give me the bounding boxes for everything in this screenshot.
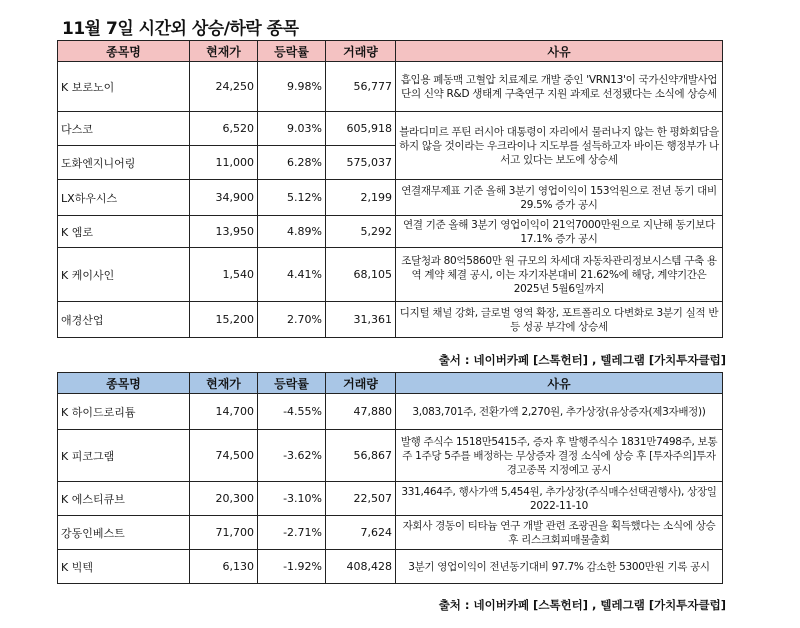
- stock-volume: 56,777: [326, 62, 396, 112]
- stock-volume: 575,037: [326, 146, 396, 180]
- stock-reason: 3,083,701주, 전환가액 2,270원, 추가상장(유상증자(제3자배정)): [396, 394, 723, 430]
- stock-volume: 2,199: [326, 180, 396, 216]
- stock-reason: 연결재무제표 기준 올해 3분기 영업이익이 153억원으로 전년 동기 대비 29.5% 증가 공시: [396, 180, 723, 216]
- stock-change: 4.41%: [258, 248, 326, 302]
- stock-change: 4.89%: [258, 216, 326, 248]
- table-header-row: [58, 41, 723, 62]
- header-change: 등락률: [258, 373, 326, 394]
- stock-price: 20,300: [190, 482, 258, 516]
- stock-price: 74,500: [190, 430, 258, 482]
- table-row: [58, 62, 723, 112]
- stock-name: LX하우시스: [58, 180, 190, 216]
- header-name: 종목명: [58, 373, 190, 394]
- table-row: [58, 482, 723, 516]
- stock-volume: 605,918: [326, 112, 396, 146]
- stock-name: 다스코: [58, 112, 190, 146]
- table-row: [58, 430, 723, 482]
- stock-name: K 보로노이: [58, 62, 190, 112]
- page-title: 11월 7일 시간외 상승/하락 종목: [62, 19, 299, 39]
- rising-stocks-table: [57, 40, 723, 338]
- stock-change: 2.70%: [258, 302, 326, 338]
- stock-reason: 발행 주식수 1518만5415주, 증자 후 발행주식수 1831만7498주, 보통주 1주당 5주를 배정하는 무상증자 결정 소식에 상승 후 [투자주의]투자경고종목 지정예고 공시: [396, 430, 723, 482]
- stock-name: K 엠로: [58, 216, 190, 248]
- table-row: [58, 112, 723, 146]
- stock-reason: 조달청과 80억5860만 원 규모의 차세대 자동차관리정보시스템 구축 용역 계약 체결 공시, 이는 자기자본대비 21.62%에 해당, 계약기간은 2025년 5월6일까지: [396, 248, 723, 302]
- stock-reason: 블라디미르 푸틴 러시아 대통령이 자리에서 물러나지 않는 한 평화회담을 하지 않을 것이라는 우크라이나 지도부를 설득하고자 바이든 행정부가 나서고 있다는 보도에 상승세: [396, 112, 723, 180]
- stock-volume: 5,292: [326, 216, 396, 248]
- stock-change: 9.98%: [258, 62, 326, 112]
- stock-change: -3.10%: [258, 482, 326, 516]
- header-volume: 거래량: [326, 41, 396, 62]
- table-row: [58, 180, 723, 216]
- stock-change: -2.71%: [258, 516, 326, 550]
- header-reason: 사유: [396, 373, 723, 394]
- stock-reason: 자회사 경동이 티타늄 연구 개발 관련 조광권을 획득했다는 소식에 상승 후 리스크회피매물출회: [396, 516, 723, 550]
- stock-reason: 331,464주, 행사가액 5,454원, 추가상장(주식매수선택권행사), 상장일 2022-11-10: [396, 482, 723, 516]
- stock-price: 6,130: [190, 550, 258, 584]
- table-row: [58, 394, 723, 430]
- stock-price: 24,250: [190, 62, 258, 112]
- stock-change: 6.28%: [258, 146, 326, 180]
- stock-volume: 47,880: [326, 394, 396, 430]
- stock-volume: 56,867: [326, 430, 396, 482]
- stock-change: 9.03%: [258, 112, 326, 146]
- table-row: [58, 216, 723, 248]
- header-price: 현재가: [190, 41, 258, 62]
- stock-name: K 빅텍: [58, 550, 190, 584]
- source-note-top: 출서 : 네이버카페 [스톡헌터] , 텔레그램 [가치투자클럽]: [438, 353, 726, 367]
- stock-reason: 3분기 영업이익이 전년동기대비 97.7% 감소한 5300만원 기록 공시: [396, 550, 723, 584]
- stock-price: 34,900: [190, 180, 258, 216]
- stock-price: 1,540: [190, 248, 258, 302]
- stock-reason: 연결 기준 올해 3분기 영업이익이 21억7000만원으로 지난해 동기보다 17.1% 증가 공시: [396, 216, 723, 248]
- stock-name: 애경산업: [58, 302, 190, 338]
- table-header-row: [58, 373, 723, 394]
- stock-price: 71,700: [190, 516, 258, 550]
- table-row: [58, 248, 723, 302]
- stock-reason: 디지털 채널 강화, 글로벌 영역 확장, 포트폴리오 다변화로 3분기 실적 반등 성공 부각에 상승세: [396, 302, 723, 338]
- stock-name: K 하이드로리튬: [58, 394, 190, 430]
- stock-change: -1.92%: [258, 550, 326, 584]
- header-name: 종목명: [58, 41, 190, 62]
- stock-price: 11,000: [190, 146, 258, 180]
- stock-price: 15,200: [190, 302, 258, 338]
- stock-name: K 에스티큐브: [58, 482, 190, 516]
- stock-name: 도화엔지니어링: [58, 146, 190, 180]
- table-row: [58, 550, 723, 584]
- source-note-bottom: 출처 : 네이버카페 [스톡헌터] , 텔레그램 [가치투자클럽]: [438, 598, 726, 612]
- stock-name: 강동인베스트: [58, 516, 190, 550]
- stock-volume: 22,507: [326, 482, 396, 516]
- stock-reason: 흡입용 폐동맥 고혈압 치료제로 개발 중인 'VRN13'이 국가신약개발사업단의 신약 R&D 생태계 구축연구 지원 과제로 선정됐다는 소식에 상승세: [396, 62, 723, 112]
- stock-volume: 31,361: [326, 302, 396, 338]
- stock-volume: 7,624: [326, 516, 396, 550]
- falling-stocks-table: [57, 372, 723, 584]
- header-reason: 사유: [396, 41, 723, 62]
- stock-change: -3.62%: [258, 430, 326, 482]
- stock-volume: 68,105: [326, 248, 396, 302]
- stock-price: 6,520: [190, 112, 258, 146]
- stock-name: K 케이사인: [58, 248, 190, 302]
- header-price: 현재가: [190, 373, 258, 394]
- stock-name: K 피코그램: [58, 430, 190, 482]
- table-row: [58, 302, 723, 338]
- header-change: 등락률: [258, 41, 326, 62]
- stock-price: 14,700: [190, 394, 258, 430]
- stock-volume: 408,428: [326, 550, 396, 584]
- header-volume: 거래량: [326, 373, 396, 394]
- table-row: [58, 516, 723, 550]
- stock-change: -4.55%: [258, 394, 326, 430]
- stock-change: 5.12%: [258, 180, 326, 216]
- stock-price: 13,950: [190, 216, 258, 248]
